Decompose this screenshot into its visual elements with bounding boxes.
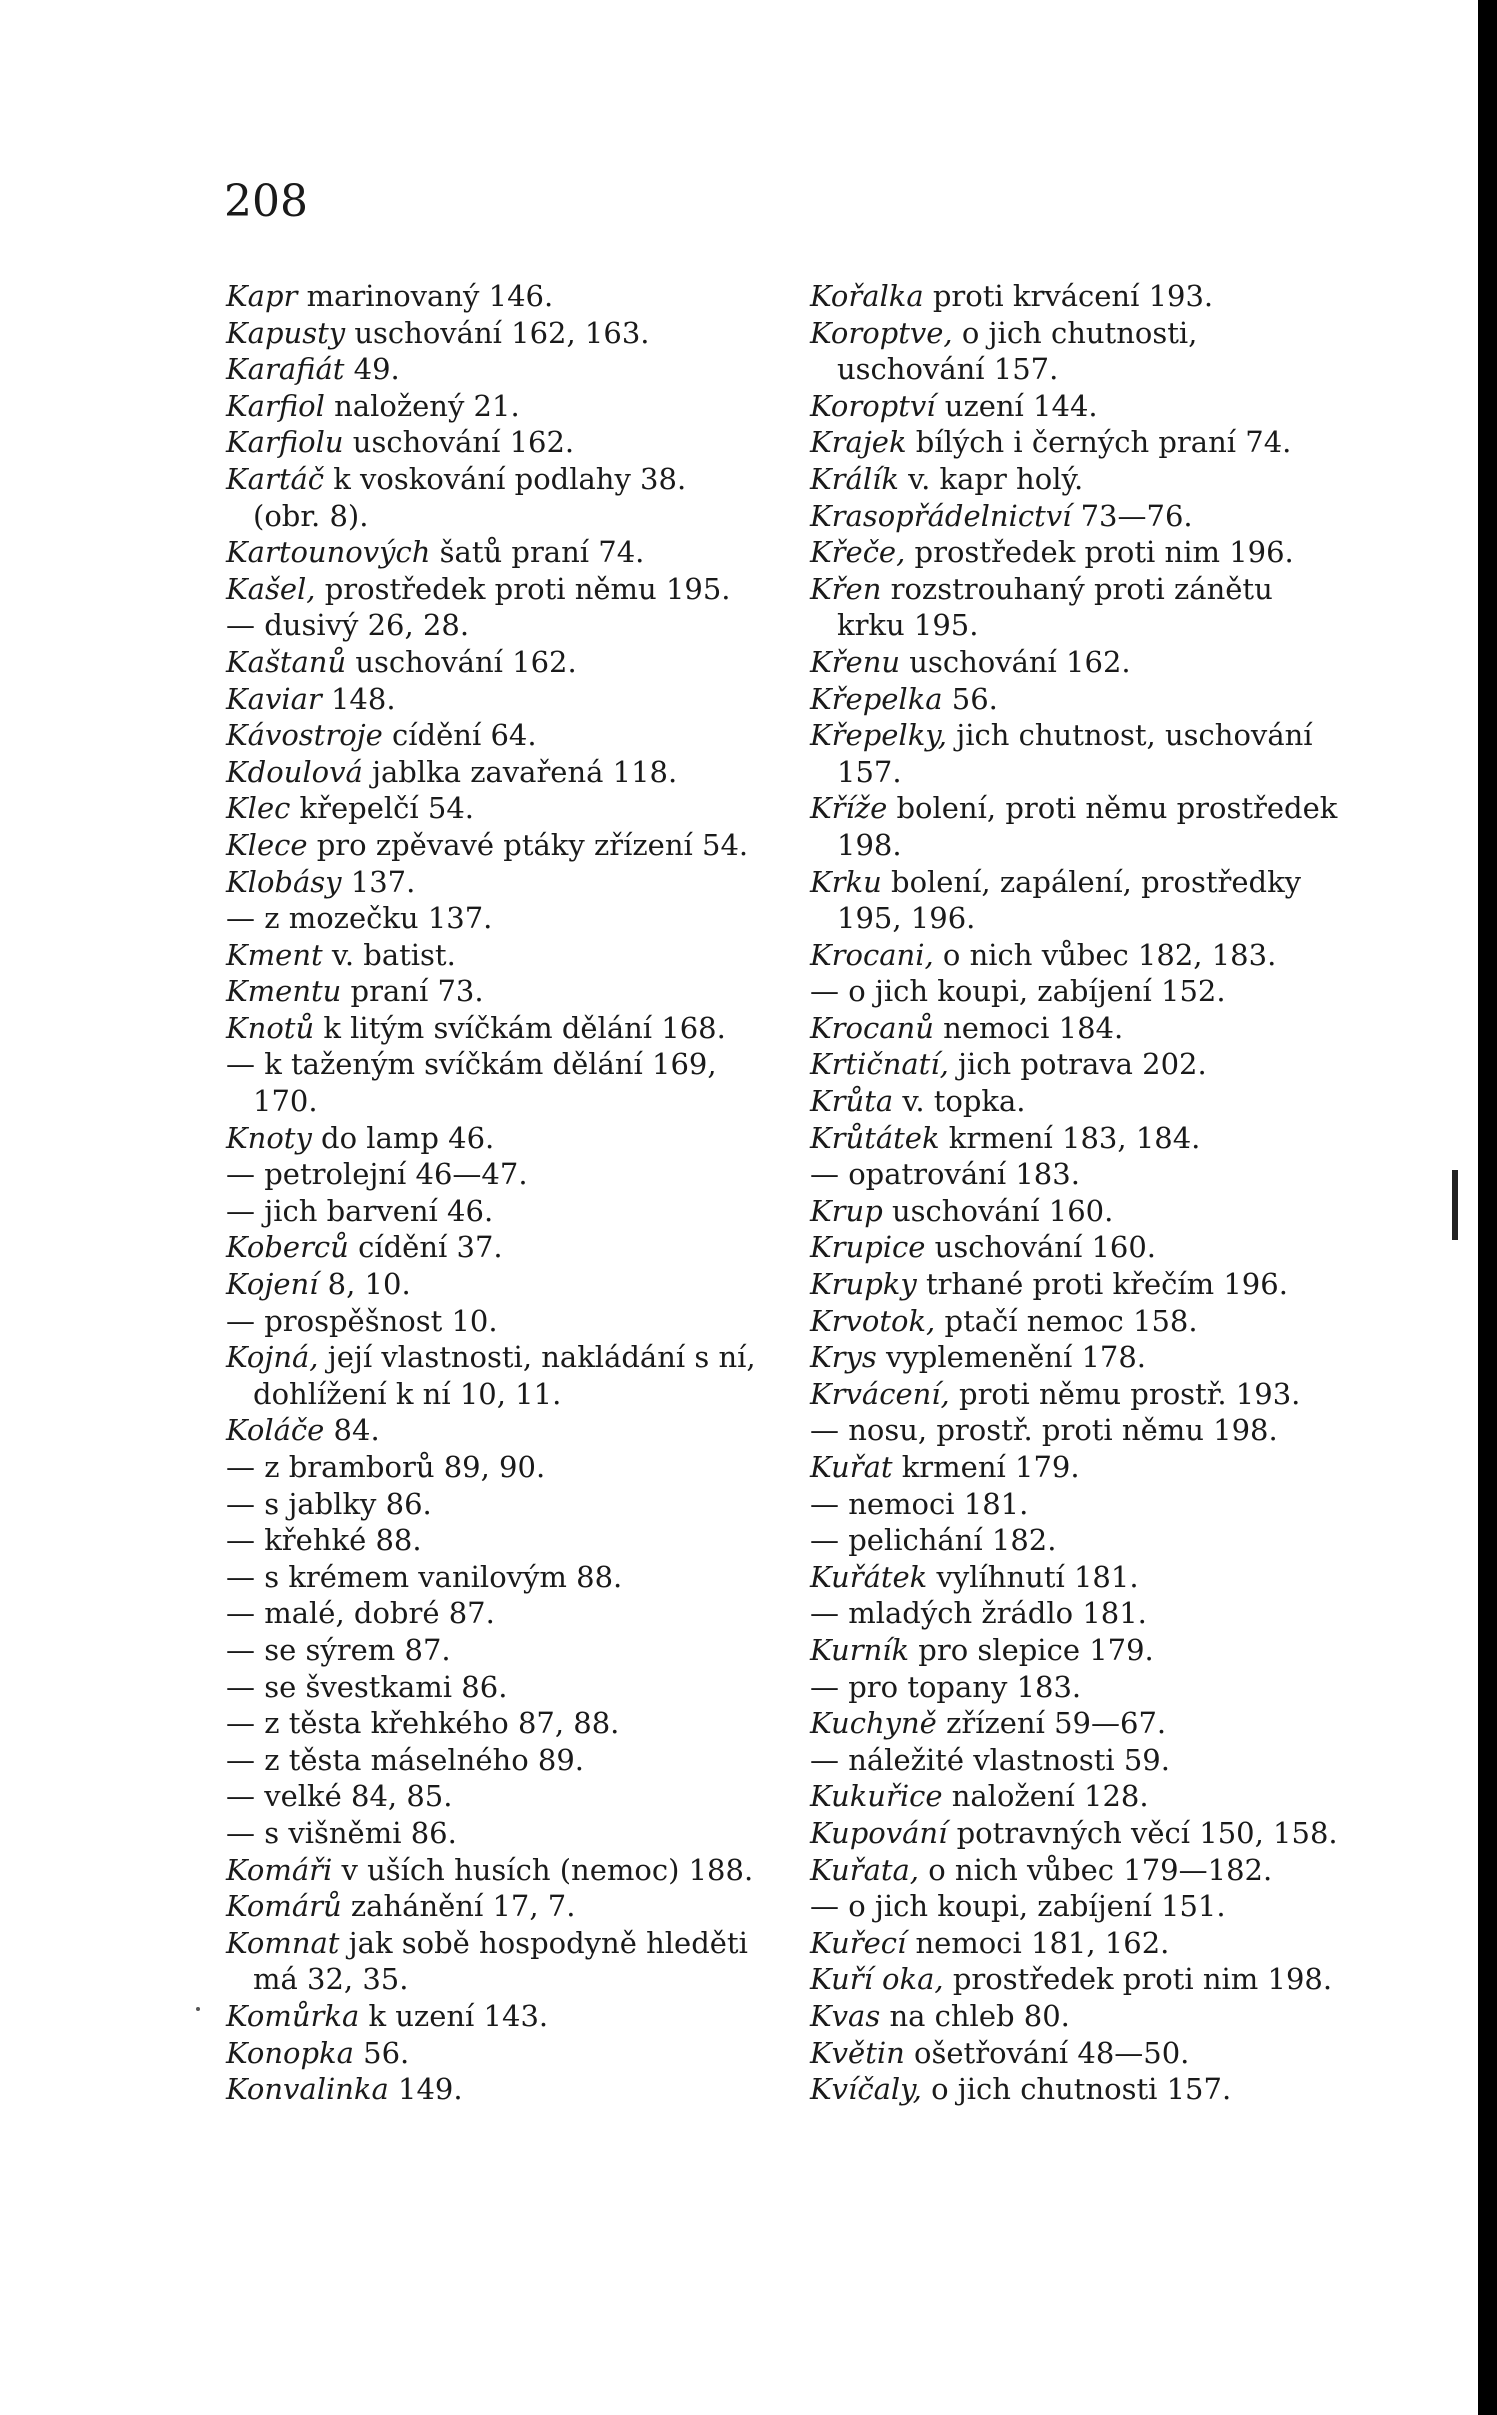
index-entry-text: — malé, dobré 87. bbox=[226, 1596, 495, 1631]
index-entry-text: na chleb 80. bbox=[880, 1998, 1070, 2033]
index-entry bbox=[810, 1961, 1340, 1998]
index-keyword: Krupky bbox=[810, 1267, 917, 1302]
index-entry-text: vylíhnutí 181. bbox=[927, 1559, 1139, 1594]
index-entry bbox=[810, 1193, 1340, 1230]
index-entry bbox=[810, 1266, 1340, 1303]
index-entry bbox=[810, 1559, 1340, 1596]
index-entry bbox=[226, 1852, 756, 1889]
index-keyword: Květin bbox=[810, 2035, 905, 2070]
index-entry bbox=[226, 1669, 756, 1706]
index-keyword: Krtičnatí, bbox=[810, 1047, 949, 1082]
index-entry bbox=[226, 900, 756, 937]
index-entry-text: — z mozečku 137. bbox=[226, 901, 493, 936]
index-keyword: Koroptve, bbox=[810, 315, 953, 350]
index-keyword: Kapusty bbox=[226, 315, 346, 350]
index-keyword: Kojení bbox=[226, 1267, 319, 1302]
index-keyword: Krajek bbox=[810, 425, 907, 460]
index-entry bbox=[226, 1705, 756, 1742]
index-entry-text: do lamp 46. bbox=[311, 1120, 495, 1155]
index-entry-text: cídění 37. bbox=[348, 1230, 503, 1265]
index-entry bbox=[810, 1632, 1340, 1669]
index-entry-text: k litým svíčkám dělání 168. bbox=[314, 1010, 726, 1045]
index-entry-text: nemoci 181, 162. bbox=[906, 1925, 1170, 1960]
index-entry bbox=[810, 1742, 1340, 1779]
index-entry bbox=[226, 1742, 756, 1779]
index-entry bbox=[810, 644, 1340, 681]
index-entry-text: uschování 162. bbox=[343, 425, 575, 460]
index-entry bbox=[810, 1595, 1340, 1632]
index-entry bbox=[810, 1339, 1340, 1376]
index-keyword: Kuřátek bbox=[810, 1559, 928, 1594]
index-keyword: Kaštanů bbox=[226, 644, 347, 679]
index-keyword: Krku bbox=[810, 864, 882, 899]
index-entry-text: k voskování podlahy 38. (obr. 8). bbox=[253, 461, 687, 533]
index-entry bbox=[226, 1486, 756, 1523]
index-entry-text: — se švestkami 86. bbox=[226, 1669, 508, 1704]
index-entry bbox=[810, 571, 1340, 644]
index-entry-text: naložení 128. bbox=[942, 1779, 1149, 1814]
index-entry-text: uschování 162. bbox=[900, 644, 1131, 679]
index-entry-text: naložený 21. bbox=[324, 388, 520, 423]
index-entry-text: 149. bbox=[388, 2072, 463, 2107]
index-keyword: Kartounových bbox=[226, 535, 431, 570]
index-entry bbox=[226, 1193, 756, 1230]
index-entry bbox=[226, 607, 756, 644]
index-entry bbox=[810, 534, 1340, 571]
index-entry bbox=[810, 1376, 1340, 1413]
index-entry-text: krmení 179. bbox=[892, 1450, 1080, 1484]
index-keyword: Kuchyně bbox=[810, 1706, 937, 1741]
index-entry-text: — s višněmi 86. bbox=[226, 1815, 457, 1850]
index-keyword: Krys bbox=[810, 1340, 877, 1375]
index-entry-text: o nich vůbec 179—182. bbox=[919, 1852, 1273, 1887]
index-entry bbox=[226, 937, 756, 974]
index-entry bbox=[810, 1705, 1340, 1742]
index-entry-text: 137. bbox=[341, 864, 416, 899]
index-keyword: Konvalinka bbox=[226, 2072, 389, 2107]
index-entry-text: její vlastnosti, nakládání s ní, dohlížení k ní 10, 11. bbox=[253, 1340, 756, 1411]
index-column-left bbox=[226, 278, 756, 2108]
index-entry-text: jich chutnost, uschování 157. bbox=[837, 718, 1313, 789]
index-entry bbox=[226, 534, 756, 571]
index-entry bbox=[810, 1449, 1340, 1486]
index-entry-text: prostředek proti nim 196. bbox=[905, 535, 1294, 570]
index-entry-text: — k taženým svíčkám dělání 169, 170. bbox=[226, 1047, 717, 1119]
index-entry bbox=[226, 1595, 756, 1632]
index-entry-text: — s krémem vanilovým 88. bbox=[226, 1559, 623, 1594]
index-entry bbox=[226, 424, 756, 461]
index-keyword: Krupice bbox=[810, 1230, 926, 1265]
index-keyword: Křenu bbox=[810, 644, 901, 679]
index-entry-text: proti krvácení 193. bbox=[923, 279, 1214, 313]
index-entry bbox=[226, 1925, 756, 1998]
index-entry-text: rozstrouhaný proti zánětu krku 195. bbox=[837, 571, 1273, 643]
index-entry bbox=[226, 827, 756, 864]
index-entry-text: — z bramborů 89, 90. bbox=[226, 1450, 546, 1484]
index-entry bbox=[810, 278, 1340, 315]
index-keyword: Kdoulová bbox=[226, 754, 363, 789]
index-entry bbox=[810, 461, 1340, 498]
index-entry-text: 148. bbox=[321, 681, 396, 716]
index-entry-text: — opatrování 183. bbox=[810, 1157, 1080, 1192]
index-keyword: Kořalka bbox=[810, 279, 924, 313]
index-entry-text: proti němu prostř. 193. bbox=[949, 1376, 1301, 1411]
index-entry bbox=[810, 1486, 1340, 1523]
index-keyword: Komárů bbox=[226, 1889, 342, 1924]
index-keyword: Křeče, bbox=[810, 535, 906, 570]
index-entry bbox=[810, 1046, 1340, 1083]
index-keyword: Kapr bbox=[226, 279, 298, 313]
index-entry-text: — o jich koupi, zabíjení 151. bbox=[810, 1889, 1226, 1924]
index-entry bbox=[810, 1669, 1340, 1706]
index-entry bbox=[226, 461, 756, 534]
index-keyword: Kaviar bbox=[226, 681, 322, 716]
index-entry bbox=[226, 1412, 756, 1449]
index-entry bbox=[810, 717, 1340, 790]
index-entry bbox=[810, 1083, 1340, 1120]
index-keyword: Králík bbox=[810, 461, 899, 496]
index-entry bbox=[810, 1815, 1340, 1852]
index-entry-text: 56. bbox=[353, 2035, 410, 2070]
index-entry-text: bolení, zapálení, prostředky 195, 196. bbox=[837, 864, 1302, 936]
index-entry bbox=[226, 1815, 756, 1852]
index-entry-text: v. kapr holý. bbox=[898, 461, 1084, 496]
index-entry-text: praní 73. bbox=[341, 974, 484, 1009]
index-keyword: Klece bbox=[226, 827, 308, 862]
index-entry-text: v. batist. bbox=[322, 937, 456, 972]
index-entry bbox=[226, 1120, 756, 1157]
index-entry-text: — prospěšnost 10. bbox=[226, 1303, 498, 1338]
index-entry-text: křepelčí 54. bbox=[290, 791, 475, 826]
index-entry-text: ptačí nemoc 158. bbox=[935, 1303, 1198, 1338]
index-entry-text: — o jich koupi, zabíjení 152. bbox=[810, 974, 1226, 1009]
index-entry-text: uschování 160. bbox=[882, 1193, 1114, 1228]
index-keyword: Kašel, bbox=[226, 571, 316, 606]
index-entry bbox=[226, 1888, 756, 1925]
index-keyword: Karafiát bbox=[226, 352, 345, 387]
index-entry bbox=[810, 2035, 1340, 2072]
index-entry-text: — z těsta křehkého 87, 88. bbox=[226, 1706, 620, 1741]
index-keyword: Komáři bbox=[226, 1852, 333, 1887]
index-keyword: Kupování bbox=[810, 1815, 948, 1850]
scan-edge-mark bbox=[1452, 1170, 1458, 1240]
index-entry bbox=[226, 1303, 756, 1340]
index-entry bbox=[810, 2071, 1340, 2108]
index-entry-text: jich potrava 202. bbox=[948, 1047, 1207, 1082]
index-entry bbox=[226, 754, 756, 791]
index-entry-text: — dusivý 26, 28. bbox=[226, 608, 470, 643]
index-entry-text: zahánění 17, 7. bbox=[341, 1889, 576, 1924]
index-entry bbox=[226, 388, 756, 425]
index-entry-text: — se sýrem 87. bbox=[226, 1632, 451, 1667]
index-entry bbox=[810, 1998, 1340, 2035]
index-entry bbox=[810, 1852, 1340, 1889]
index-keyword: Koláče bbox=[226, 1413, 325, 1448]
index-entry bbox=[226, 1046, 756, 1119]
index-entry bbox=[810, 1303, 1340, 1340]
index-entry bbox=[226, 864, 756, 901]
index-entry-text: nemoci 184. bbox=[933, 1010, 1124, 1045]
index-entry bbox=[810, 1522, 1340, 1559]
index-entry-text: — z těsta máselného 89. bbox=[226, 1742, 584, 1777]
index-keyword: Křen bbox=[810, 571, 882, 606]
index-entry-text: jak sobě hospodyně hleděti má 32, 35. bbox=[253, 1925, 748, 1997]
index-keyword: Kuřata, bbox=[810, 1852, 920, 1887]
index-entry-text: — mladých žrádlo 181. bbox=[810, 1596, 1147, 1631]
index-entry bbox=[226, 2071, 756, 2108]
index-entry bbox=[810, 1778, 1340, 1815]
index-entry bbox=[810, 1888, 1340, 1925]
index-keyword: Krasopřádelnictví bbox=[810, 498, 1072, 533]
index-entry bbox=[226, 1998, 756, 2035]
index-entry-text: — křehké 88. bbox=[226, 1523, 422, 1558]
index-entry bbox=[226, 681, 756, 718]
index-keyword: Kment bbox=[226, 937, 323, 972]
index-entry-text: k uzení 143. bbox=[359, 1998, 549, 2033]
index-keyword: Kuřat bbox=[810, 1450, 893, 1484]
index-column-right bbox=[810, 278, 1340, 2108]
index-keyword: Klec bbox=[226, 791, 291, 826]
index-keyword: Komnat bbox=[226, 1925, 340, 1960]
index-keyword: Karfiol bbox=[226, 388, 325, 423]
index-entry-text: zřízení 59—67. bbox=[936, 1706, 1167, 1741]
index-keyword: Krvácení, bbox=[810, 1376, 950, 1411]
index-entry-text: marinovaný 146. bbox=[297, 279, 554, 313]
index-entry bbox=[810, 1925, 1340, 1962]
index-entry-text: — náležité vlastnosti 59. bbox=[810, 1742, 1170, 1777]
index-keyword: Kukuřice bbox=[810, 1779, 943, 1814]
index-entry bbox=[810, 790, 1340, 863]
index-entry-text: 56. bbox=[942, 681, 998, 716]
index-entry-text: jablka zavařená 118. bbox=[362, 754, 678, 789]
index-keyword: Krůta bbox=[810, 1084, 894, 1119]
index-entry bbox=[810, 1156, 1340, 1193]
index-entry-text: o jich chutnosti, uschování 157. bbox=[837, 315, 1198, 387]
index-entry bbox=[226, 351, 756, 388]
index-entry bbox=[810, 1412, 1340, 1449]
index-entry-text: v. topka. bbox=[893, 1084, 1026, 1119]
index-keyword: Komůrka bbox=[226, 1998, 360, 2033]
index-entry bbox=[810, 498, 1340, 535]
index-entry bbox=[810, 315, 1340, 388]
index-entry-text: šatů praní 74. bbox=[430, 535, 645, 570]
index-entry-text: vyplemenění 178. bbox=[876, 1340, 1147, 1375]
index-entry-text: — nemoci 181. bbox=[810, 1486, 1029, 1521]
index-entry-text: — velké 84, 85. bbox=[226, 1779, 453, 1814]
index-entry bbox=[810, 973, 1340, 1010]
index-keyword: Krůtátek bbox=[810, 1120, 940, 1155]
index-entry bbox=[226, 315, 756, 352]
index-entry bbox=[226, 1156, 756, 1193]
index-entry bbox=[226, 1778, 756, 1815]
index-entry-text: krmení 183, 184. bbox=[939, 1120, 1201, 1155]
index-keyword: Kurník bbox=[810, 1632, 910, 1667]
index-entry-text: — s jablky 86. bbox=[226, 1486, 432, 1521]
index-keyword: Klobásy bbox=[226, 864, 342, 899]
index-keyword: Koberců bbox=[226, 1230, 349, 1265]
index-entry bbox=[226, 1449, 756, 1486]
index-entry-text: cídění 64. bbox=[382, 718, 537, 753]
index-entry bbox=[226, 1010, 756, 1047]
index-entry-text: 8, 10. bbox=[318, 1267, 411, 1302]
index-entry-text: o jich chutnosti 157. bbox=[921, 2072, 1232, 2107]
index-entry bbox=[810, 388, 1340, 425]
index-entry bbox=[810, 1120, 1340, 1157]
index-entry-text: — pelichání 182. bbox=[810, 1523, 1057, 1558]
page-number: 208 bbox=[224, 176, 308, 227]
index-entry bbox=[226, 644, 756, 681]
index-entry bbox=[226, 790, 756, 827]
stray-ink-dot bbox=[196, 2007, 200, 2011]
index-entry-text: 49. bbox=[344, 352, 400, 387]
index-entry bbox=[226, 1229, 756, 1266]
index-keyword: Křepelka bbox=[810, 681, 943, 716]
index-entry-text: — pro topany 183. bbox=[810, 1669, 1082, 1704]
index-entry-text: — petrolejní 46—47. bbox=[226, 1157, 528, 1192]
index-entry-text: uschování 160. bbox=[925, 1230, 1157, 1265]
index-entry bbox=[226, 571, 756, 608]
index-entry-text: uzení 144. bbox=[935, 388, 1098, 423]
index-entry-text: pro zpěvavé ptáky zřízení 54. bbox=[307, 827, 749, 862]
index-entry-text: potravných věcí 150, 158. bbox=[947, 1815, 1338, 1850]
index-keyword: Krup bbox=[810, 1193, 883, 1228]
index-keyword: Konopka bbox=[226, 2035, 354, 2070]
index-entry bbox=[810, 424, 1340, 461]
index-keyword: Kuřecí bbox=[810, 1925, 907, 1960]
index-entry bbox=[810, 1010, 1340, 1047]
index-entry-text: bílých i černých praní 74. bbox=[906, 425, 1292, 460]
index-entry bbox=[810, 937, 1340, 974]
index-entry-text: — jich barvení 46. bbox=[226, 1193, 494, 1228]
index-entry-text: ošetřování 48—50. bbox=[904, 2035, 1190, 2070]
index-entry-text: pro slepice 179. bbox=[909, 1632, 1154, 1667]
index-keyword: Kmentu bbox=[226, 974, 342, 1009]
index-entry bbox=[226, 1339, 756, 1412]
index-entry bbox=[810, 681, 1340, 718]
index-entry-text: o nich vůbec 182, 183. bbox=[933, 937, 1277, 972]
index-keyword: Krocani, bbox=[810, 937, 934, 972]
index-entry bbox=[226, 1266, 756, 1303]
index-keyword: Knoty bbox=[226, 1120, 312, 1155]
index-keyword: Knotů bbox=[226, 1010, 315, 1045]
index-entry-text: trhané proti křečím 196. bbox=[916, 1267, 1288, 1302]
index-keyword: Krocanů bbox=[810, 1010, 934, 1045]
index-entry-text: uschování 162. bbox=[346, 644, 577, 679]
index-entry bbox=[226, 1559, 756, 1596]
index-entry bbox=[226, 1632, 756, 1669]
index-keyword: Kojná, bbox=[226, 1340, 319, 1375]
index-entry bbox=[226, 717, 756, 754]
index-keyword: Kartáč bbox=[226, 461, 325, 496]
index-entry-text: — nosu, prostř. proti němu 198. bbox=[810, 1413, 1278, 1448]
index-entry bbox=[226, 1522, 756, 1559]
index-entry-text: uschování 162, 163. bbox=[345, 315, 650, 350]
index-entry-text: 84. bbox=[324, 1413, 380, 1448]
index-keyword: Křepelky, bbox=[810, 718, 948, 753]
index-keyword: Karfiolu bbox=[226, 425, 344, 460]
index-keyword: Kávostroje bbox=[226, 718, 383, 753]
index-entry-text: prostředek proti nim 198. bbox=[943, 1962, 1333, 1997]
index-entry-text: v uších husích (nemoc) 188. bbox=[332, 1852, 754, 1887]
index-entry bbox=[226, 973, 756, 1010]
index-entry bbox=[226, 278, 756, 315]
index-entry bbox=[810, 864, 1340, 937]
index-entry bbox=[226, 2035, 756, 2072]
index-keyword: Kvas bbox=[810, 1998, 881, 2033]
index-entry bbox=[810, 1229, 1340, 1266]
index-entry-text: prostředek proti němu 195. bbox=[315, 571, 731, 606]
index-entry-text: 73—76. bbox=[1071, 498, 1193, 533]
index-keyword: Koroptví bbox=[810, 388, 936, 423]
index-entry-text: bolení, proti němu prostředek 198. bbox=[837, 791, 1338, 862]
index-keyword: Krvotok, bbox=[810, 1303, 936, 1338]
index-keyword: Kuří oka, bbox=[810, 1962, 944, 1997]
index-keyword: Kvíčaly, bbox=[810, 2072, 922, 2107]
index-keyword: Kříže bbox=[810, 791, 888, 826]
